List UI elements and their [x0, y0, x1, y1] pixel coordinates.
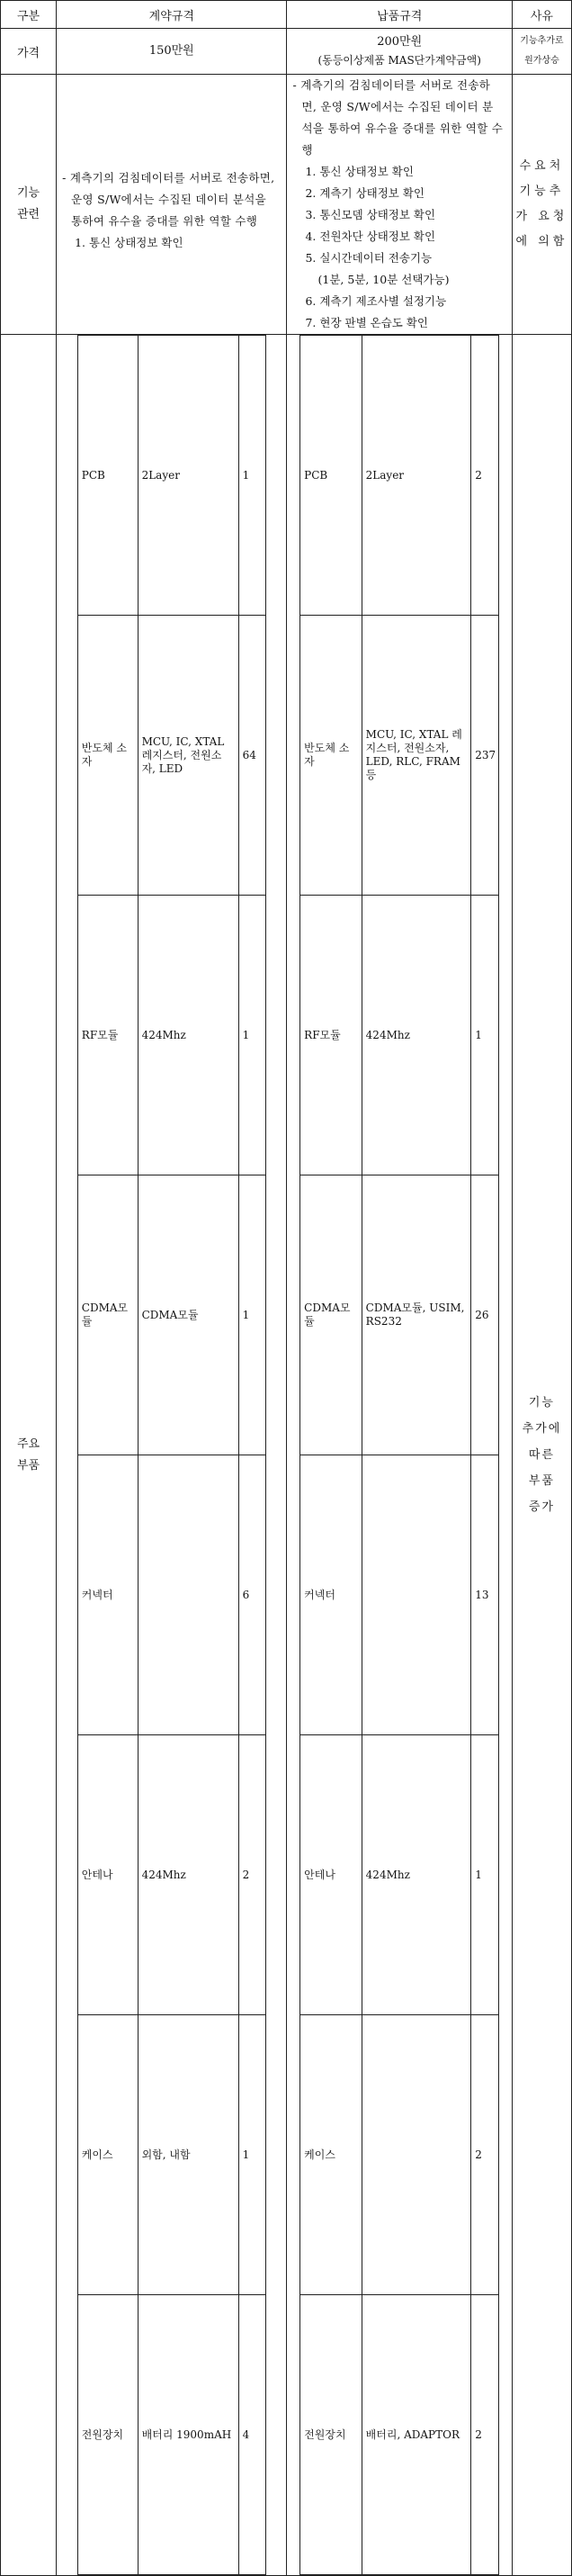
part-spec: CDMA모듈: [138, 1175, 238, 1455]
function-delivery-item: 7. 현장 판별 온습도 확인: [305, 316, 428, 329]
function-label: 관련: [16, 208, 40, 221]
part-spec: [362, 2015, 471, 2295]
part-spec: 424Mhz: [362, 896, 471, 1175]
function-delivery-item: 6. 계측기 제조사별 설정기능: [305, 294, 447, 308]
part-spec: [138, 1455, 238, 1735]
part-name: 전원장치: [300, 2295, 362, 2575]
part-name: 커넥터: [77, 1455, 138, 1735]
price-delivery-note: (동등이상제품 MAS단가계약금액): [317, 54, 481, 67]
function-reason-line: 기능추: [519, 185, 565, 198]
price-delivery-cell: [287, 29, 512, 75]
function-label: 기능: [16, 186, 40, 200]
part-qty: 2: [471, 336, 499, 616]
parts-row: [1, 335, 572, 2576]
header-reason: 사유: [512, 1, 571, 29]
price-reason-line: 원가상승: [524, 56, 559, 66]
part-name: PCB: [77, 336, 138, 616]
header-row: [1, 1, 572, 29]
parts-row-item: [300, 2295, 499, 2575]
part-qty: 1: [238, 1175, 265, 1455]
part-qty: 4: [238, 2295, 265, 2575]
parts-row-item: [300, 336, 499, 616]
part-qty: 2: [471, 2015, 499, 2295]
parts-row-item: [300, 1455, 499, 1735]
part-qty: 1: [238, 896, 265, 1175]
part-qty: 1: [238, 336, 265, 616]
part-spec: MCU, IC, XTAL 레지스터, 전원소자, LED, RLC, FRAM 등: [362, 616, 471, 896]
part-name: 반도체 소자: [300, 616, 362, 896]
function-contract-block: [57, 167, 286, 254]
parts-row-item: [300, 1735, 499, 2015]
part-spec: CDMA모듈, USIM, RS232: [362, 1175, 471, 1455]
part-spec: [362, 1455, 471, 1735]
parts-label: 주요: [16, 1437, 40, 1451]
function-reason-line: 수요처: [519, 159, 565, 173]
part-name: CDMA모듈: [300, 1175, 362, 1455]
parts-reason-line: 증가: [528, 1500, 555, 1514]
parts-row-item: [77, 2015, 265, 2295]
parts-label: 부품: [16, 1458, 40, 1473]
parts-row-item: [77, 1455, 265, 1735]
function-row: [1, 75, 572, 335]
part-spec: 배터리 1900mAH: [138, 2295, 238, 2575]
part-name: PCB: [300, 336, 362, 616]
parts-row-item: [300, 1175, 499, 1455]
parts-row-item: [77, 1735, 265, 2015]
parts-row-item: [77, 616, 265, 896]
part-name: RF모듈: [77, 896, 138, 1175]
parts-label-cell: [1, 335, 57, 2576]
part-name: CDMA모듈: [77, 1175, 138, 1455]
function-delivery-item: 5. 실시간데이터 전송기능: [305, 251, 433, 265]
price-row: [1, 29, 572, 75]
header-delivery-spec: 납품규격: [287, 1, 512, 29]
parts-row-item: [300, 616, 499, 896]
function-contract-desc: - 계측기의 검침데이터를 서버로 전송하면, 운영 S/W에서는 수집된 데이터 분석을 통하여 유수율 증대를 위한 역할 수행: [62, 171, 275, 228]
part-qty: 64: [238, 616, 265, 896]
part-spec: 2Layer: [362, 336, 471, 616]
part-spec: 424Mhz: [138, 896, 238, 1175]
part-qty: 237: [471, 616, 499, 896]
part-spec: 2Layer: [138, 336, 238, 616]
function-delivery-item: 4. 전원차단 상태정보 확인: [305, 230, 436, 243]
parts-reason-line: 추가에: [522, 1422, 562, 1436]
header-category: 구분: [1, 1, 57, 29]
part-qty: 2: [471, 2295, 499, 2575]
part-name: RF모듈: [300, 896, 362, 1175]
header-contract-spec: 계약규격: [57, 1, 287, 29]
function-contract-item: 1. 통신 상태정보 확인: [75, 236, 183, 249]
parts-row-item: [77, 336, 265, 616]
part-spec: 424Mhz: [362, 1735, 471, 2015]
part-name: 커넥터: [300, 1455, 362, 1735]
parts-row-item: [77, 1175, 265, 1455]
part-name: 전원장치: [77, 2295, 138, 2575]
function-delivery-item: 1. 통신 상태정보 확인: [305, 165, 414, 178]
function-reason-line: 가 요청: [515, 210, 568, 223]
function-delivery-cell: [287, 75, 512, 335]
function-delivery-block: [287, 75, 511, 334]
parts-reason-cell: [512, 335, 571, 2576]
part-spec: 424Mhz: [138, 1735, 238, 2015]
function-reason-line: 에 의함: [515, 235, 568, 248]
part-name: 케이스: [77, 2015, 138, 2295]
function-contract-cell: [57, 75, 287, 335]
price-delivery: 200만원: [377, 35, 423, 49]
part-qty: 1: [471, 896, 499, 1175]
parts-reason-line: 부품: [528, 1474, 555, 1488]
part-qty: 6: [238, 1455, 265, 1735]
price-contract: 150만원: [57, 29, 287, 75]
part-name: 안테나: [300, 1735, 362, 2015]
parts-row-item: [77, 2295, 265, 2575]
parts-row-item: [300, 2015, 499, 2295]
part-name: 케이스: [300, 2015, 362, 2295]
parts-contract-cell: [57, 335, 287, 2576]
part-spec: MCU, IC, XTAL 레지스터, 전원소자, LED: [138, 616, 238, 896]
part-qty: 1: [471, 1735, 499, 2015]
parts-row-item: [300, 896, 499, 1175]
contract-parts-table: [77, 335, 266, 2575]
part-name: 안테나: [77, 1735, 138, 2015]
delivery-parts-table: [299, 335, 499, 2575]
part-spec: 배터리, ADAPTOR: [362, 2295, 471, 2575]
part-qty: 2: [238, 1735, 265, 2015]
part-name: 반도체 소자: [77, 616, 138, 896]
parts-reason-line: 기능: [528, 1396, 555, 1410]
price-label: 가격: [1, 29, 57, 75]
part-spec: 외함, 내함: [138, 2015, 238, 2295]
part-qty: 1: [238, 2015, 265, 2295]
price-reason-line: 기능추가로: [520, 36, 564, 46]
parts-delivery-cell: [287, 335, 512, 2576]
price-reason-cell: [512, 29, 571, 75]
function-delivery-item: 3. 통신모뎀 상태정보 확인: [305, 208, 436, 221]
function-delivery-item: (1분, 5분, 10분 선택가능): [317, 273, 450, 286]
parts-row-item: [77, 896, 265, 1175]
function-delivery-desc: - 계측기의 검침데이터를 서버로 전송하면, 운영 S/W에서는 수집된 데이터 분석을 통하여 유수율 증대를 위한 역할 수행: [292, 78, 504, 157]
function-reason-cell: [512, 75, 571, 335]
part-qty: 26: [471, 1175, 499, 1455]
part-qty: 13: [471, 1455, 499, 1735]
parts-reason-line: 따른: [528, 1448, 555, 1462]
function-delivery-item: 2. 계측기 상태정보 확인: [305, 186, 425, 200]
function-label-cell: [1, 75, 57, 335]
